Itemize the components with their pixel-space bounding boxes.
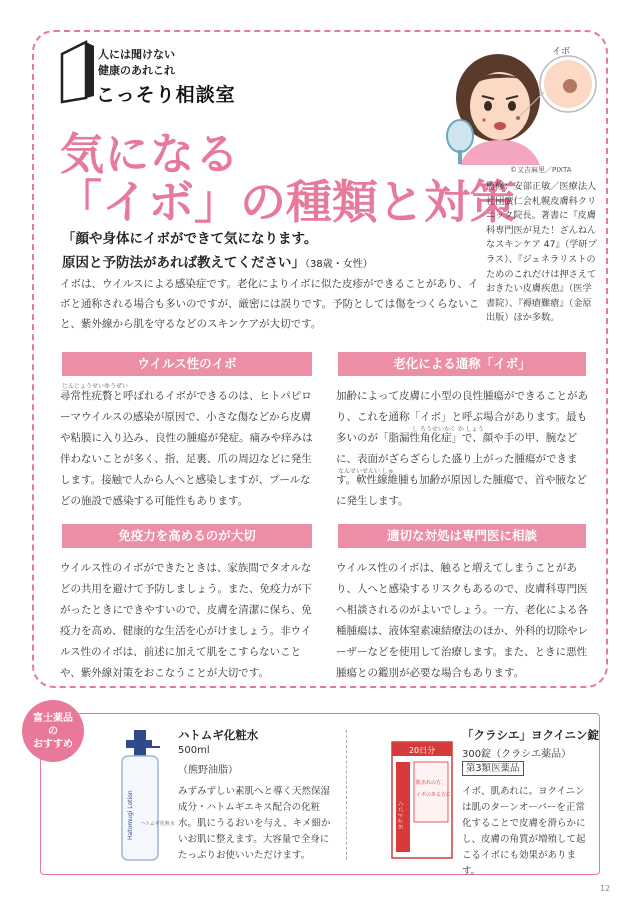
section-heading-specialist: 適切な対処は専門医に相談 <box>338 524 586 548</box>
ruby-viral: じんじょうせいゆうぜい <box>62 383 129 390</box>
series-logo <box>58 40 288 110</box>
bottle-label-en: Hatomugi Lotion <box>127 790 134 840</box>
question-line1: 「顔や身体にイボができて気になります。 <box>62 231 318 247</box>
title-line2: 「イボ」の種類と対策 <box>56 175 516 229</box>
section-body-immunity: ウイルス性のイボができたときは、家族間でタオルなどの共用を避けて予防しましょう。また、免疫力が下がったときにできやすいので、皮膚を清潔に保ち、免疫力を高め、健康的な生活を心がけましょう。非ウイルス性のイボは、前述に加えて肌をこすらないことや、紫外線対策をおこなうことが大切です。 <box>60 562 312 679</box>
section-heading-aging: 老化による通称「イボ」 <box>338 352 586 376</box>
section-heading-viral: ウイルス性のイボ <box>62 352 312 376</box>
product2-size: 300錠（クラシエ薬品） <box>462 749 572 760</box>
section-heading-immunity: 免疫力を高めるのが大切 <box>62 524 312 548</box>
product1-maker: （熊野油脂） <box>178 765 238 776</box>
ruby-seborrheic: し ろうせいかく か しょう <box>412 426 484 433</box>
question-age: （38歳・女性） <box>305 259 373 270</box>
recommend-badge <box>22 700 84 762</box>
section-body-aging: 加齢によって皮膚に小型の良性腫瘍ができることがあり、これを通称「イボ」と呼ぶ場合があります。最も多いのが「脂漏性角化症」で、顔や手の甲、腕などに、表面がざらざらした盛り上がった腫瘍ができます。軟性線維腫も加齢が原因した腫瘍で、首や腋などに発生します。 <box>336 390 588 507</box>
product-divider <box>346 730 347 860</box>
question-text: 原因と予防法があれば教えてください」 <box>62 255 305 271</box>
lead-paragraph: イボは、ウイルスによる感染症です。老化によりイボに似た皮疹ができることがあり、イボと通称される場合も多いのですが、厳密には誤りです。予防としては傷をつくらないこと、紫外線から肌を守るなどのスキンケアが大切です。 <box>60 278 480 330</box>
lotion-bottle-image <box>112 730 175 862</box>
page-number: 12 <box>600 884 611 893</box>
product2-name: 「クラシエ」ヨクイニン錠 <box>462 728 599 742</box>
product2-desc: イボ、肌あれに。ヨクイニンは肌のターンオーバーを正常化することで皮膚を滑らかにし、皮膚の角質が増殖して起こるイボにも効果があります。 <box>462 786 586 877</box>
question-line2 <box>62 251 373 271</box>
title-line1: 気になる <box>60 129 240 180</box>
box-text1: 肌あれの方、 <box>416 780 447 786</box>
image-credit: ©又吉麻里／PIXTA <box>510 166 572 174</box>
ruby-fibroma: なんせいせんい しゅ <box>338 468 394 475</box>
series-line1: 人には聞けない <box>98 48 175 61</box>
illus-label: イボ <box>552 47 571 57</box>
badge-line3: おすすめ <box>32 739 74 750</box>
section-body-specialist: ウイルス性のイボは、触ると増えてしまうことがあり、人へと感染するリスクもあるので、皮膚科専門医へ相談されるのがよいでしょう。一方、老化による各種腫瘍は、液体窒素凍結療法のほか、外科的切除やレーザーなどを使用して治療します。また、ときに悪性腫瘍との鑑別が必要な場合もあります。 <box>336 562 588 679</box>
series-title: こっそり相談室 <box>96 84 236 106</box>
box-side-text: ヨクイニン <box>398 800 405 830</box>
badge-line2: の <box>48 726 58 737</box>
badge-line1: 富士薬品 <box>33 713 73 724</box>
product1-size: 500ml <box>178 745 210 756</box>
product2-category: 第3類医薬品 <box>462 761 524 776</box>
door-icon <box>58 40 98 104</box>
box-top-text: 20日分 <box>408 746 436 755</box>
product1-desc: みずみずしい素肌へと導く天然保湿成分・ハトムギエキス配合の化粧水。肌にうるおいを与え、キメ細かいお肌に整えます。大容量で全身にたっぷりお使いいただけます。 <box>178 786 331 861</box>
bottle-label-jp: ハトムギ化粧水 <box>140 821 175 827</box>
tablet-box-image <box>390 740 454 860</box>
series-line2: 健康のあれこれ <box>98 64 175 77</box>
product1-name: ハトムギ化粧水 <box>178 728 259 742</box>
supervisor-note: 監修：安部正敏／医療法人社団廣仁会札幌皮膚科クリニック院長。著書に『皮膚科専門医が見た！ざんねんなスキンケア 47』（学研プラス）、『ジェネラリストのためのこれだけは押さえておきたい皮膚疾患』（医学書院）、『褥瘡難瘡』（金原出版）ほか多数。 <box>486 181 597 324</box>
worried-woman-illustration <box>440 40 600 165</box>
section-body-viral: 尋常性疣贅と呼ばれるイボができるのは、ヒトパピローマウイルスの感染が原因で、小さな傷などから皮膚や粘膜に入り込み、良性の腫瘍が発症。痛みや痒みは伴わないことが多く、指、足裏、爪の周辺などに発生します。接触で人から人へと感染しますが、プールなどの施設で感染する可能性もあります。 <box>60 390 313 507</box>
box-text2: イボのある方に <box>416 792 452 798</box>
